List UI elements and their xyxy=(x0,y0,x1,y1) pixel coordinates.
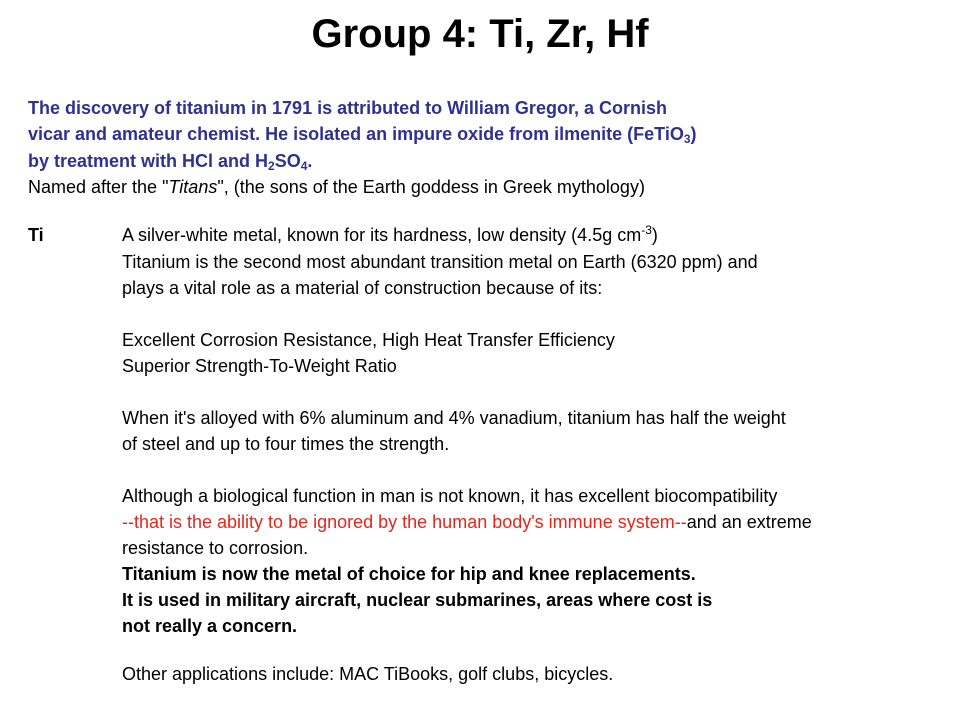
body-text: A silver-white metal, known for its hardness, low density (4.5g cm xyxy=(122,225,642,245)
body-text: and an extreme xyxy=(686,512,812,532)
ti-alloy-2: of steel and up to four times the strength. xyxy=(122,434,450,454)
intro-text: Named after the " xyxy=(28,177,169,197)
ti-uses-2: It is used in military aircraft, nuclear submarines, areas where cost is xyxy=(122,590,713,610)
superscript: -3 xyxy=(641,223,652,237)
intro-line-3 xyxy=(28,148,312,174)
page-title: Group 4: Ti, Zr, Hf xyxy=(311,12,649,56)
ti-bio-1: Although a biological function in man is not known, it has excellent biocompatibility xyxy=(122,486,778,506)
subscript: 2 xyxy=(268,159,275,173)
intro-text: The discovery of titanium in 1791 is attributed to William Gregor, a Cornish xyxy=(28,98,667,118)
subscript: 4 xyxy=(300,159,308,173)
ti-bio-2 xyxy=(122,509,812,535)
intro-line-2 xyxy=(28,121,697,147)
ti-bio-3: resistance to corrosion. xyxy=(122,538,309,558)
ti-other-applications: Other applications include: MAC TiBooks, golf clubs, bicycles. xyxy=(122,664,614,684)
ti-props-1: Excellent Corrosion Resistance, High Heat Transfer Efficiency xyxy=(122,330,615,350)
element-label: Ti xyxy=(28,225,44,245)
ti-uses-1: Titanium is now the metal of choice for hip and knee replacements. xyxy=(122,564,696,584)
intro-text: . xyxy=(307,151,313,171)
intro-text: vicar and amateur chemist. He isolated an impure oxide from ilmenite (FeTiO xyxy=(28,124,684,144)
intro-text: SO xyxy=(274,151,301,171)
intro-line-1 xyxy=(28,95,667,121)
ti-alloy-1: When it's alloyed with 6% aluminum and 4% vanadium, titanium has half the weight xyxy=(122,408,786,428)
intro-text: by treatment with HCl and H xyxy=(28,151,269,171)
intro-text: ", (the sons of the Earth goddess in Greek mythology) xyxy=(217,177,645,197)
subscript: 3 xyxy=(683,132,691,146)
ti-description xyxy=(122,222,658,248)
ti-uses-3: not really a concern. xyxy=(122,616,298,636)
intro-text: ) xyxy=(690,124,697,144)
ti-props-2: Superior Strength-To-Weight Ratio xyxy=(122,356,397,376)
intro-line-4 xyxy=(28,174,645,200)
italic-text: Titans xyxy=(168,177,218,197)
highlight-text: --that is the ability to be ignored by the human body's immune system-- xyxy=(122,512,687,532)
body-text: ) xyxy=(651,225,658,245)
ti-abundance-1: Titanium is the second most abundant transition metal on Earth (6320 ppm) and xyxy=(122,252,758,272)
ti-abundance-2: plays a vital role as a material of construction because of its: xyxy=(122,278,603,298)
